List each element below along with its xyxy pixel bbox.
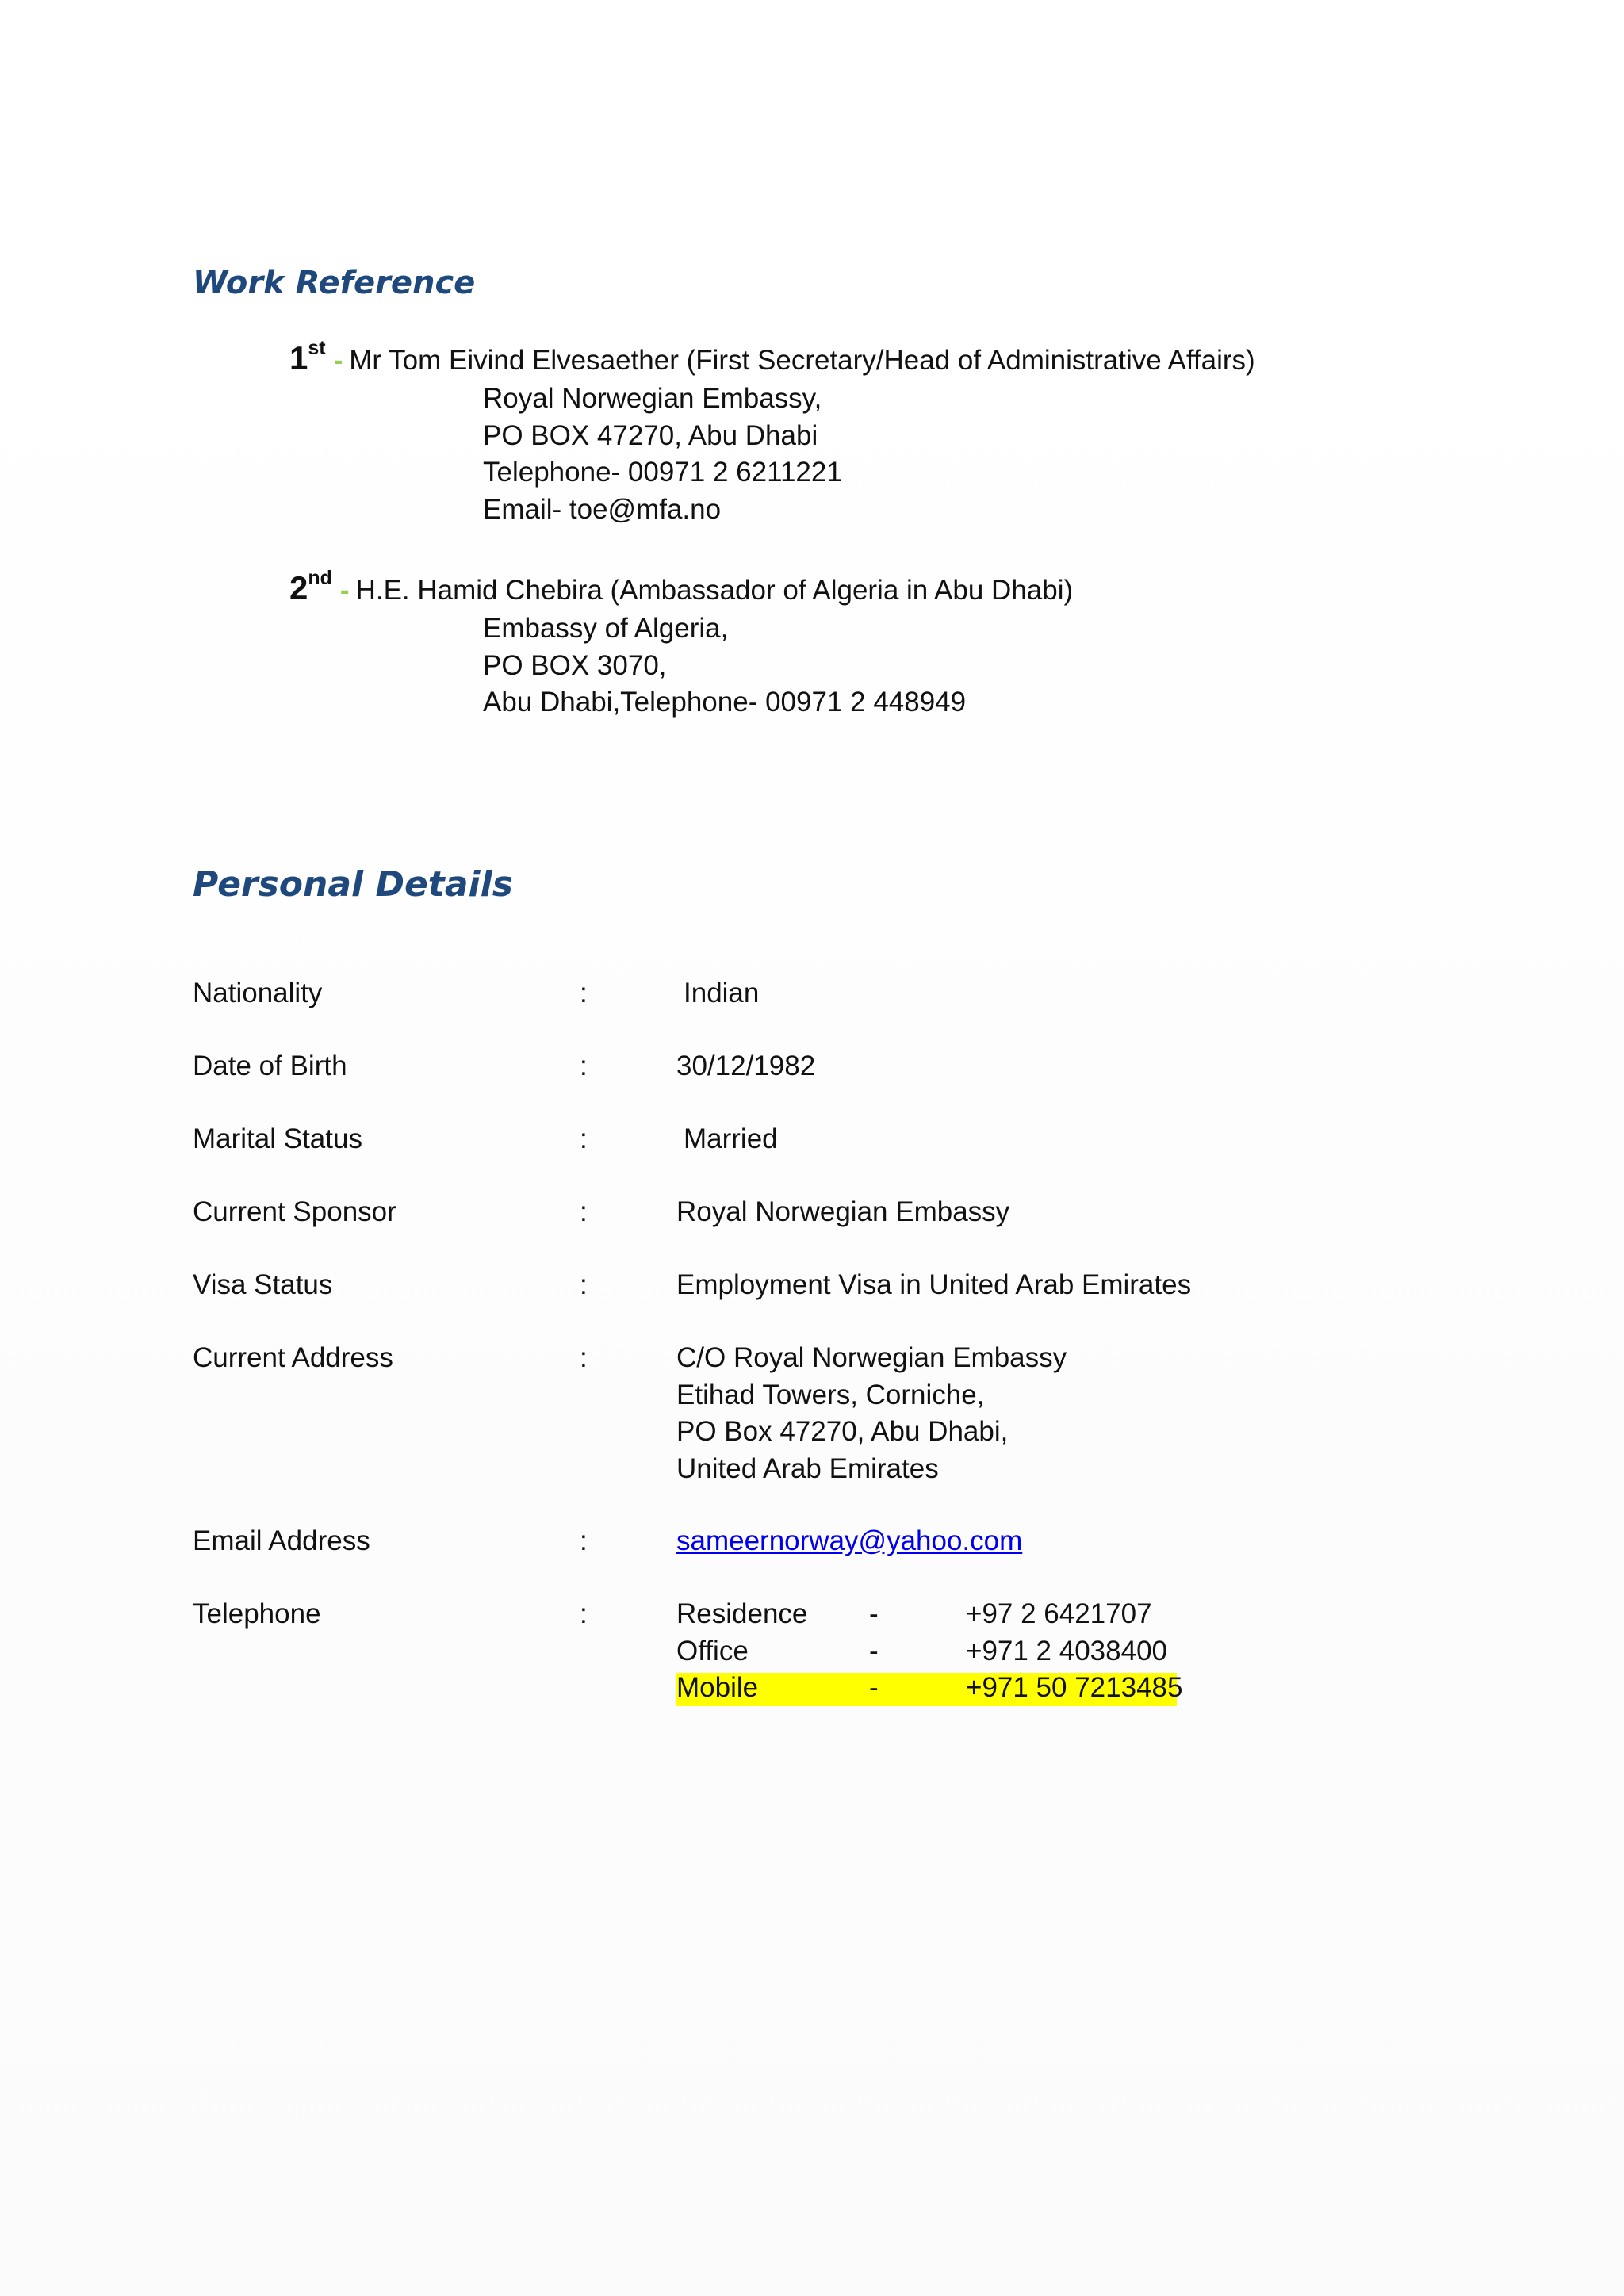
address-line: Etihad Towers, Corniche, bbox=[676, 1379, 985, 1410]
detail-separator: : bbox=[580, 1598, 588, 1629]
reference-2-address bbox=[483, 610, 966, 721]
address-line: PO BOX 47270, Abu Dhabi bbox=[483, 419, 818, 451]
detail-value: 30/12/1982 bbox=[676, 1050, 816, 1081]
reference-separator: - bbox=[333, 345, 343, 376]
detail-label: Marital Status bbox=[193, 1123, 362, 1154]
phone-residence bbox=[676, 1596, 1231, 1633]
address-line: United Arab Emirates bbox=[676, 1452, 939, 1484]
reference-separator: - bbox=[339, 575, 350, 606]
reference-ordinal: 2nd bbox=[289, 567, 332, 607]
reference-name: Mr Tom Eivind Elvesaether (First Secretary/Head of Administrative Affairs) bbox=[349, 345, 1255, 376]
phone-dash: - bbox=[869, 1598, 879, 1629]
personal-details-heading: Personal Details bbox=[193, 864, 513, 905]
email-link[interactable]: sameernorway@yahoo.com bbox=[676, 1525, 1023, 1556]
detail-separator: : bbox=[580, 1050, 588, 1081]
address-line: PO BOX 3070, bbox=[483, 649, 667, 681]
detail-separator: : bbox=[580, 1123, 588, 1154]
detail-value-address bbox=[676, 1340, 1067, 1487]
address-line: C/O Royal Norwegian Embassy bbox=[676, 1342, 1067, 1373]
address-line: Royal Norwegian Embassy, bbox=[483, 383, 822, 414]
detail-separator: : bbox=[580, 1342, 588, 1373]
detail-value: Married bbox=[684, 1123, 778, 1154]
reference-1-address bbox=[483, 381, 842, 528]
phone-number: +971 2 4038400 bbox=[966, 1635, 1168, 1667]
address-line: Email- toe@mfa.no bbox=[483, 493, 722, 525]
reference-ordinal: 1st bbox=[289, 337, 326, 377]
detail-label: Current Address bbox=[193, 1342, 393, 1373]
address-line: Telephone- 00971 2 6211221 bbox=[483, 457, 842, 488]
detail-label: Email Address bbox=[193, 1525, 370, 1556]
work-reference-heading: Work Reference bbox=[193, 265, 476, 301]
detail-value: Royal Norwegian Embassy bbox=[676, 1196, 1010, 1227]
reference-2 bbox=[289, 569, 1073, 607]
phone-dash: - bbox=[869, 1672, 879, 1703]
address-line: Abu Dhabi,Telephone- 00971 2 448949 bbox=[483, 687, 967, 718]
reference-name: H.E. Hamid Chebira (Ambassador of Algeria in Abu Dhabi) bbox=[355, 575, 1074, 606]
detail-label: Current Sponsor bbox=[193, 1196, 396, 1227]
phone-number: +97 2 6421707 bbox=[966, 1598, 1152, 1629]
detail-separator: : bbox=[580, 1196, 588, 1227]
detail-value: Indian bbox=[684, 978, 760, 1008]
address-line: Embassy of Algeria, bbox=[483, 613, 729, 644]
phone-type: Mobile bbox=[676, 1672, 759, 1703]
detail-label: Telephone bbox=[193, 1598, 321, 1629]
phone-mobile bbox=[676, 1670, 1231, 1707]
detail-separator: : bbox=[580, 1525, 588, 1556]
detail-value: Employment Visa in United Arab Emirates bbox=[676, 1269, 1192, 1300]
detail-separator: : bbox=[580, 1269, 588, 1300]
reference-1 bbox=[289, 339, 1255, 377]
phone-type: Office bbox=[676, 1635, 749, 1667]
phone-number: +971 50 7213485 bbox=[966, 1672, 1183, 1703]
phone-list bbox=[676, 1596, 1231, 1707]
detail-label: Nationality bbox=[193, 978, 323, 1008]
detail-label: Date of Birth bbox=[193, 1050, 347, 1081]
address-line: PO Box 47270, Abu Dhabi, bbox=[676, 1416, 1009, 1447]
phone-office bbox=[676, 1633, 1231, 1670]
detail-label: Visa Status bbox=[193, 1269, 333, 1300]
phone-type: Residence bbox=[676, 1598, 808, 1629]
phone-dash: - bbox=[869, 1635, 879, 1667]
detail-separator: : bbox=[580, 978, 588, 1008]
